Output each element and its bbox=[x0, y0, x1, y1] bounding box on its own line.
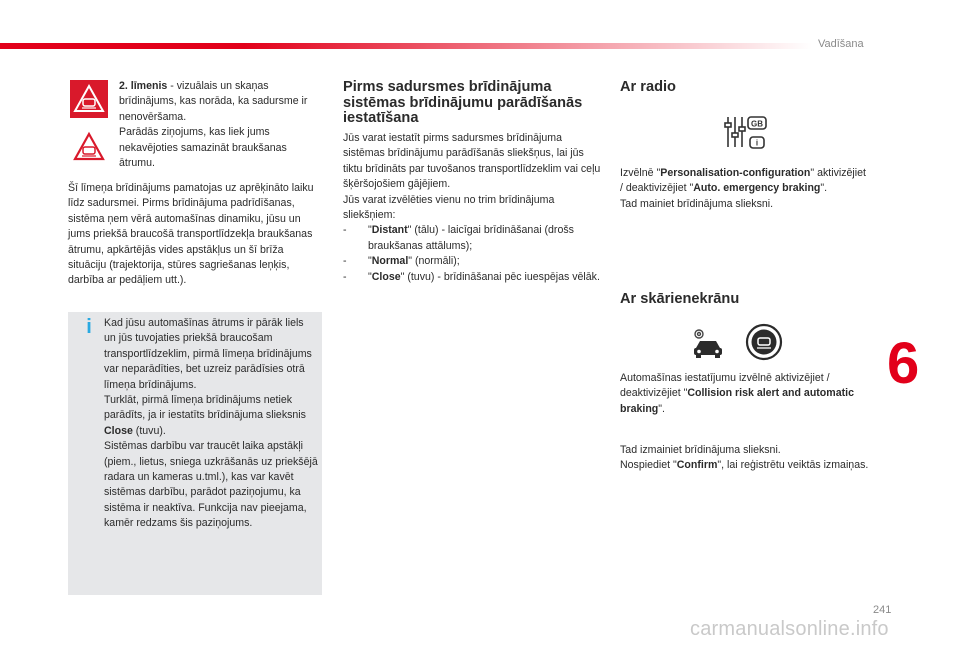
threshold-text-1: Jūs varat iestatīt pirms sadursmes brīdinājuma sistēmas brīdinājumu parādīšanās sliekšņus, lai jūs tiktu brīdināts par tuvošanos transportlīdzeklim vai ceļu šķēršojošiem gājējiem. bbox=[343, 132, 601, 191]
option-post: " (tuvu) - brīdināšanai pēc iuespējas vēlāk. bbox=[400, 270, 600, 283]
info-text-2a: Turklāt, pirmā līmeņa brīdinājums netiek parādīts, ja ir iestatīts brīdinājuma slieksnis bbox=[104, 394, 306, 422]
threshold-options-list bbox=[343, 223, 601, 285]
radio-text-b: Personalisation-configuration bbox=[660, 167, 811, 179]
touch-text-a: Automašīnas iestatījumu izvēlnē aktivizējiet / deaktivizējiet " bbox=[620, 372, 830, 400]
touch-text-e: Nospiediet " bbox=[620, 459, 677, 472]
option-pre: " bbox=[368, 224, 372, 237]
radio-text-c: " aktivizējiet / deaktivizējiet " bbox=[620, 167, 866, 195]
option-pre: " bbox=[368, 255, 372, 268]
level-2-text-2: Parādās ziņojums, kas liek jums nekavējoties samazināt braukšanas ātrumu. bbox=[119, 126, 287, 170]
touch-text-confirm bbox=[620, 458, 870, 473]
list-dash: - bbox=[343, 224, 347, 237]
touch-text-line bbox=[620, 371, 870, 417]
radio-icon-badge: GB bbox=[751, 119, 763, 129]
chapter-number: 6 bbox=[887, 331, 920, 396]
threshold-settings-title: Pirms sadursmes brīdinājuma sistēmas brīdinājumu parādīšanās iestatīšana bbox=[343, 79, 583, 126]
level-2-title: 2. līmenis bbox=[119, 80, 168, 92]
option-name: Close bbox=[371, 270, 401, 283]
touch-text-f: Confirm bbox=[676, 459, 718, 472]
list-dash: - bbox=[343, 270, 347, 283]
info-text bbox=[104, 316, 318, 532]
level-2-paragraph: Šī līmeņa brīdinājums pamatojas uz aprēķināto laiku līdz sadursmei. Pirms brīdinājuma padrīdīšanas, sistēma ņem vērā automašīnas dinamiku, jūsu un jums priekšā braucošā transportlīdzekļa braukšanas ātrumu, apkārtējās vides apstākļus un šī brīža situāciju (trajektorija, stūres sagriešanas leņķis, darbība ar pedāļiem utt.). bbox=[68, 182, 314, 287]
threshold-text-2: Jūs varat izvēlēties vienu no trim brīdinājuma sliekšņiem: bbox=[343, 193, 555, 222]
car-settings-icon bbox=[688, 326, 728, 360]
radio-instructions bbox=[620, 166, 870, 212]
touch-text-b: Collision risk alert and automatic braking bbox=[620, 387, 854, 415]
info-text-2 bbox=[104, 393, 318, 439]
level-2-explanation bbox=[68, 181, 324, 289]
threshold-option-normal bbox=[343, 254, 601, 269]
level-2-text: - vizuālais un skaņas brīdinājums, kas norāda, ka sadursme ir nenovēršama. bbox=[119, 80, 308, 123]
radio-text-line bbox=[620, 166, 870, 197]
threshold-option-close bbox=[343, 270, 601, 285]
page-number: 241 bbox=[873, 604, 892, 616]
option-name: Distant bbox=[371, 224, 408, 237]
level-2-description bbox=[119, 79, 319, 171]
info-text-1: Kad jūsu automašīnas ātrums ir pārāk liels un jūs tuvojaties priekšā braucošam transportlīdzeklim, pirmā līmeņa brīdinājums var neparādīties, bet uzreiz parādīsies otrā līmeņa brīdinājums. bbox=[104, 317, 312, 391]
touchscreen-section-title: Ar skārienekrānu bbox=[620, 291, 740, 307]
header-accent-bar bbox=[0, 43, 812, 49]
radio-text-a: Izvēlnē " bbox=[620, 167, 661, 179]
option-post: " (tālu) - laicīgai brīdināšanai (drošs braukšanas attālums); bbox=[368, 224, 574, 252]
threshold-settings-text bbox=[343, 131, 601, 285]
info-text-2b: Close bbox=[104, 424, 133, 437]
section-title: Vadīšana bbox=[818, 38, 864, 50]
touch-text-c: ". bbox=[658, 402, 665, 415]
list-dash: - bbox=[343, 255, 347, 268]
radio-section-title: Ar radio bbox=[620, 79, 676, 95]
radio-icon-info: i bbox=[755, 138, 759, 148]
collision-alert-icon bbox=[744, 322, 784, 362]
option-name: Normal bbox=[371, 255, 409, 268]
threshold-option-distant bbox=[343, 223, 601, 254]
radio-text-d: Auto. emergency braking bbox=[693, 182, 821, 195]
radio-settings-icon bbox=[722, 113, 770, 151]
touchscreen-confirm-instructions bbox=[620, 443, 870, 474]
collision-warning-red-icon bbox=[70, 80, 108, 118]
radio-text-f: Tad mainiet brīdinājuma slieksni. bbox=[620, 197, 774, 210]
info-text-2c: (tuvu). bbox=[132, 424, 166, 437]
option-pre: " bbox=[368, 270, 372, 283]
collision-warning-outline-icon bbox=[70, 128, 108, 166]
info-icon: i bbox=[86, 316, 92, 338]
touchscreen-instructions bbox=[620, 371, 870, 417]
touch-text-g: ", lai reģistrētu veiktās izmaiņas. bbox=[717, 459, 869, 472]
watermark: carmanualsonline.info bbox=[690, 618, 889, 640]
radio-text-e: ". bbox=[820, 182, 828, 195]
option-post: " (normāli); bbox=[408, 255, 460, 268]
info-text-3: Sistēmas darbību var traucēt laika apstākļi (piem., lietus, sniega uzkrāšanās uz priekšējā radara un kameras u.tml.), kas var kavēt sistēmas darbību, parādot paziņojumu, ka sistēma ir neaktīva. Funkcija nav pieejama, kamēr redzams šis paziņojums. bbox=[104, 440, 318, 530]
touch-text-d: Tad izmainiet brīdinājuma slieksni. bbox=[620, 444, 781, 456]
